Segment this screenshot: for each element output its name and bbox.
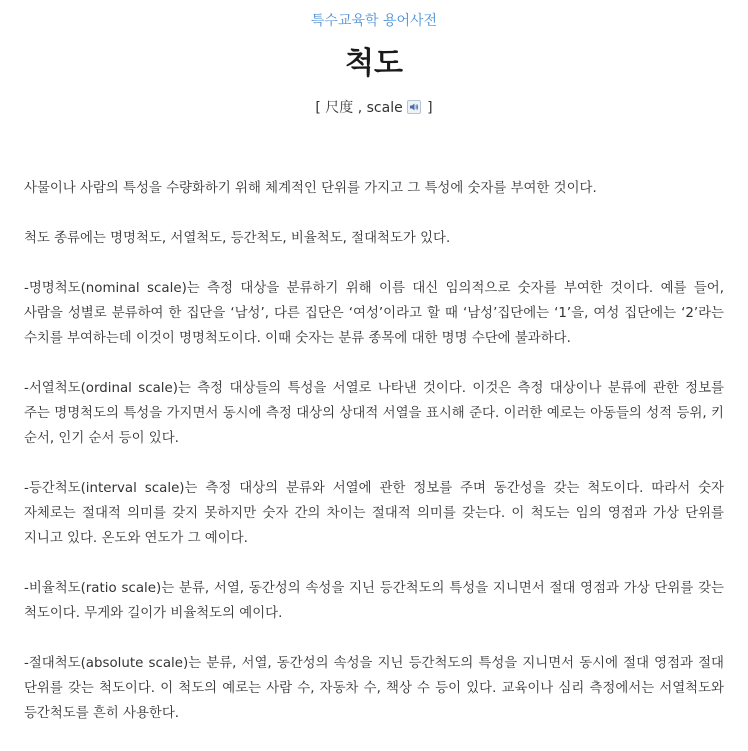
- ordinal-scale-paragraph: -서열척도(ordinal scale)는 측정 대상들의 특성을 서열로 나타낸 것이다. 이것은 측정 대상이나 분류에 관한 정보를 주는 명명척도의 특성을 가지면서 동시에 측정 대상의 상대적 서열을 표시해 준다. 이러한 예로는 아동들의 성적 등위, 키 순서, 인기 순서 등이 있다.: [24, 381, 724, 446]
- term-title: 척도: [345, 46, 403, 81]
- term-english: scale: [366, 100, 403, 116]
- definition-paragraph: 사물이나 사람의 특성을 수량화하기 위해 체계적인 단위를 가지고 그 특성에 숫자를 부여한 것이다.: [24, 181, 597, 196]
- ratio-scale-paragraph: -비율척도(ratio scale)는 분류, 서열, 동간성의 속성을 지닌 등간척도의 특성을 지니면서 절대 영점과 가상 단위를 갖는 척도이다. 무게와 길이가 비율척도의 예이다.: [24, 581, 724, 621]
- nominal-scale-paragraph: -명명척도(nominal scale)는 측정 대상을 분류하기 위해 이름 대신 임의적으로 숫자를 부여한 것이다. 예를 들어, 사람을 성별로 분류하여 한 집단을 ‘남성’, 다른 집단은 ‘여성’이라고 할 때 ‘남성’집단에는 ‘1’을, 여성 집단에는 ‘2’라는 수치를 부여하는데 이것이 명명척도이다. 이때 숫자는 분류 종목에 대한 명명 수단에 불과하다.: [24, 281, 724, 346]
- term-meta: [0, 98, 748, 118]
- interval-scale-paragraph: -등간척도(interval scale)는 측정 대상의 분류와 서열에 관한 정보를 주며 동간성을 갖는 척도이다. 따라서 숫자 자체로는 절대적 의미를 갖지 못하지만 숫자 간의 차이는 절대적 의미를 갖는다. 이 척도는 임의 영점과 가상 단위를 지니고 있다. 온도와 연도가 그 예이다.: [24, 481, 724, 546]
- speaker-icon[interactable]: [407, 100, 421, 114]
- dictionary-name[interactable]: 특수교육학 용어사전: [310, 13, 438, 29]
- definition-paragraph: 척도 종류에는 명명척도, 서열척도, 등간척도, 비율척도, 절대척도가 있다.: [24, 231, 451, 246]
- term-hanja: 尺度: [325, 100, 354, 116]
- definition-body: [24, 176, 724, 751]
- meta-separator: ,: [353, 100, 367, 116]
- meta-open-bracket: [: [315, 100, 326, 116]
- meta-close-bracket: ]: [422, 100, 433, 116]
- absolute-scale-paragraph: -절대척도(absolute scale)는 분류, 서열, 동간성의 속성을 지닌 등간척도의 특성을 지니면서 동시에 절대 영점과 절대 단위를 갖는 척도이다. 이 척도의 예로는 사람 수, 자동차 수, 책상 수 등이 있다. 교육이나 심리 측정에서는 서열척도와 등간척도를 흔히 사용한다.: [24, 656, 724, 721]
